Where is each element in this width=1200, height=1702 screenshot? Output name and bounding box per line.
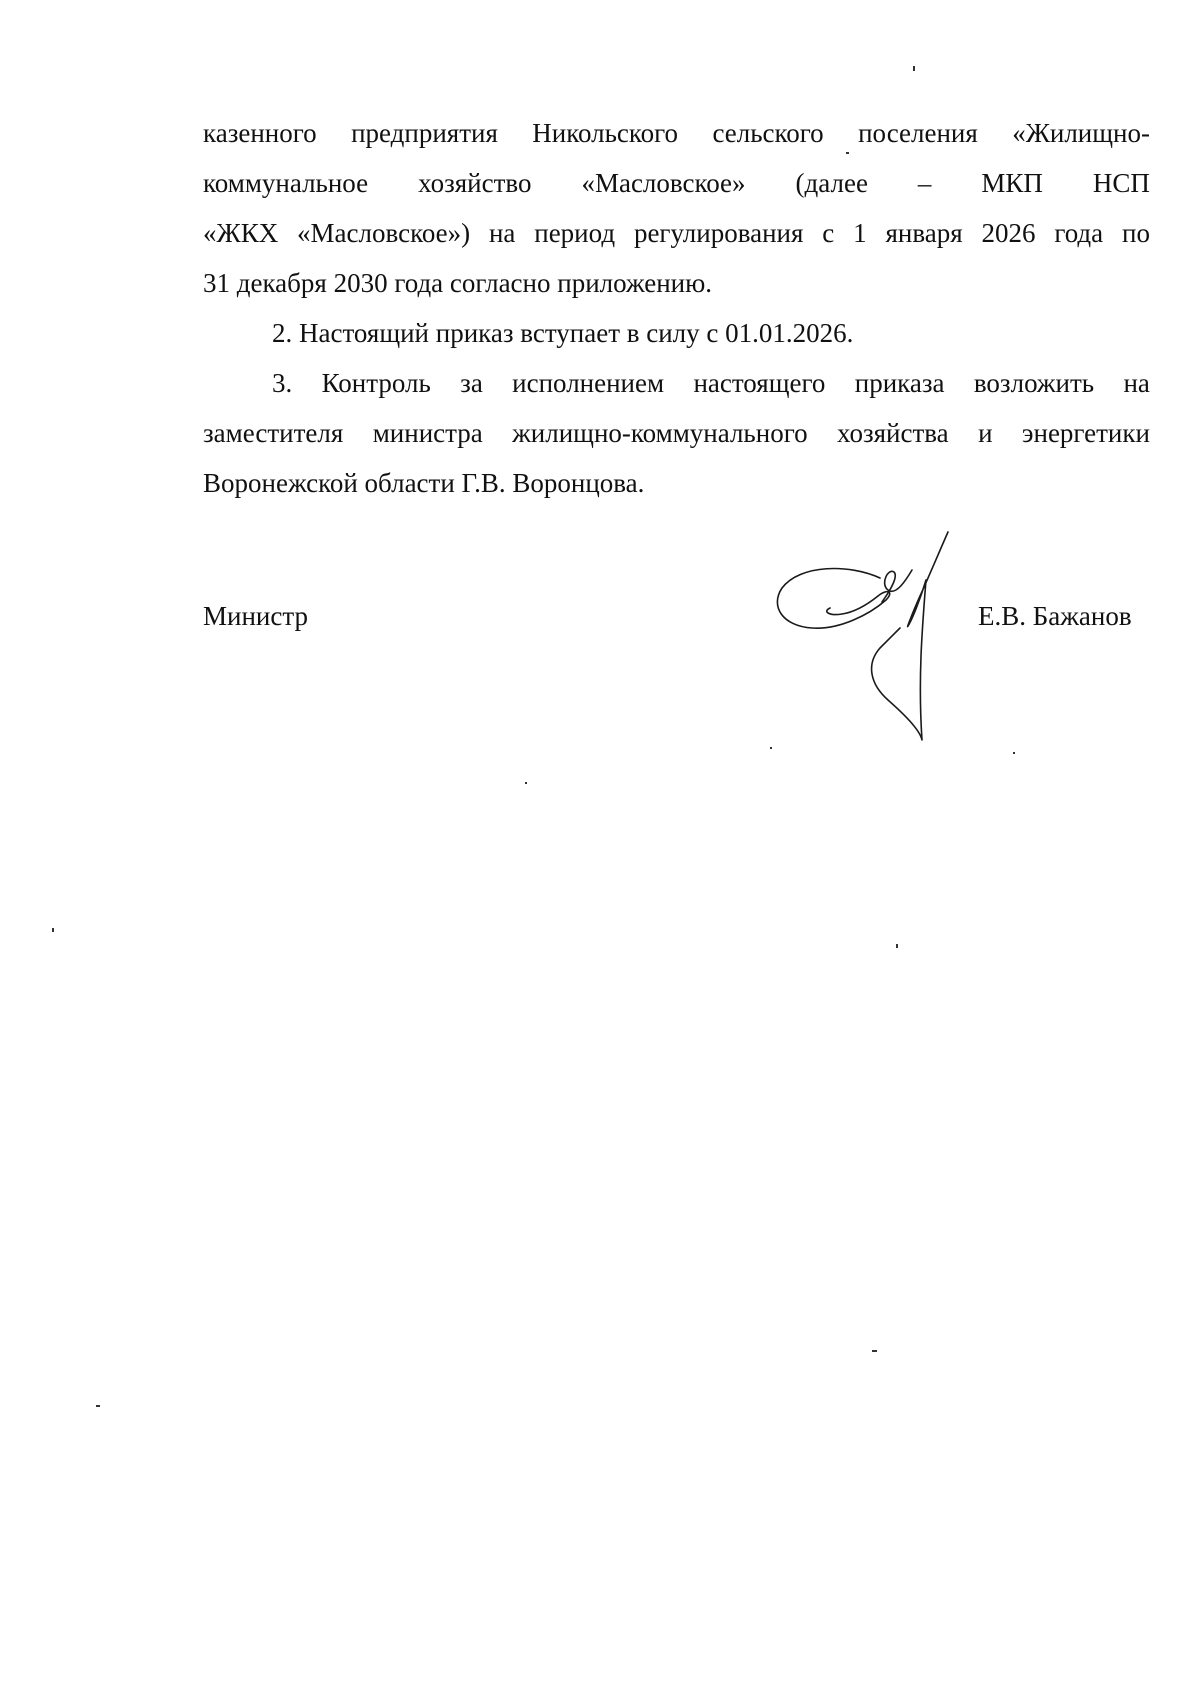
word: (далее (795, 168, 868, 198)
word: Никольского (532, 118, 679, 148)
speck (913, 66, 915, 71)
speck (872, 1350, 877, 1352)
word: – (917, 168, 932, 198)
word: казенного (203, 118, 317, 148)
word: регулирования (633, 218, 804, 248)
word: МКП (981, 168, 1043, 198)
speck (1013, 752, 1015, 754)
word: сельского (712, 118, 824, 148)
paragraph1-line4: 31 декабря 2030 года согласно приложению. (203, 268, 713, 298)
word: «ЖКХ (203, 218, 279, 248)
speck (846, 152, 849, 154)
word: на (488, 218, 516, 248)
word: 2026 (981, 218, 1036, 248)
word: хозяйства (837, 418, 949, 448)
word: хозяйство (418, 168, 532, 198)
word: НСП (1092, 168, 1150, 198)
speck (896, 944, 898, 948)
word: министра (372, 418, 483, 448)
speck (525, 782, 527, 784)
word: приказа (854, 368, 945, 398)
word: настоящего (693, 368, 826, 398)
word: 3. (272, 368, 293, 398)
paragraph3-line3: Воронежской области Г.В. Воронцова. (203, 468, 645, 498)
word: период (534, 218, 616, 248)
word: и (978, 418, 993, 448)
word: исполнением (512, 368, 665, 398)
word: «Жилищно- (1012, 118, 1150, 148)
word: возложить (973, 368, 1095, 398)
word: с (822, 218, 835, 248)
word: предприятия (351, 118, 498, 148)
word: коммунальное (203, 168, 369, 198)
word: жилищно-коммунального (512, 418, 808, 448)
speck (770, 747, 772, 749)
word: «Масловское») (297, 218, 471, 248)
word: января (885, 218, 963, 248)
paragraph2: 2. Настоящий приказ вступает в силу с 01.01.2026. (272, 318, 854, 348)
word: за (460, 368, 483, 398)
word: «Масловское» (581, 168, 746, 198)
signatory-name: Е.В. Бажанов (978, 601, 1132, 631)
speck (96, 1405, 100, 1407)
speck (52, 928, 54, 932)
word: поселения (858, 118, 978, 148)
word: Контроль (321, 368, 431, 398)
word: года (1054, 218, 1104, 248)
word: заместителя (203, 418, 344, 448)
word: энергетики (1021, 418, 1150, 448)
word: на (1123, 368, 1150, 398)
signatory-title: Министр (203, 601, 308, 631)
word: 1 (853, 218, 867, 248)
word: по (1122, 218, 1150, 248)
